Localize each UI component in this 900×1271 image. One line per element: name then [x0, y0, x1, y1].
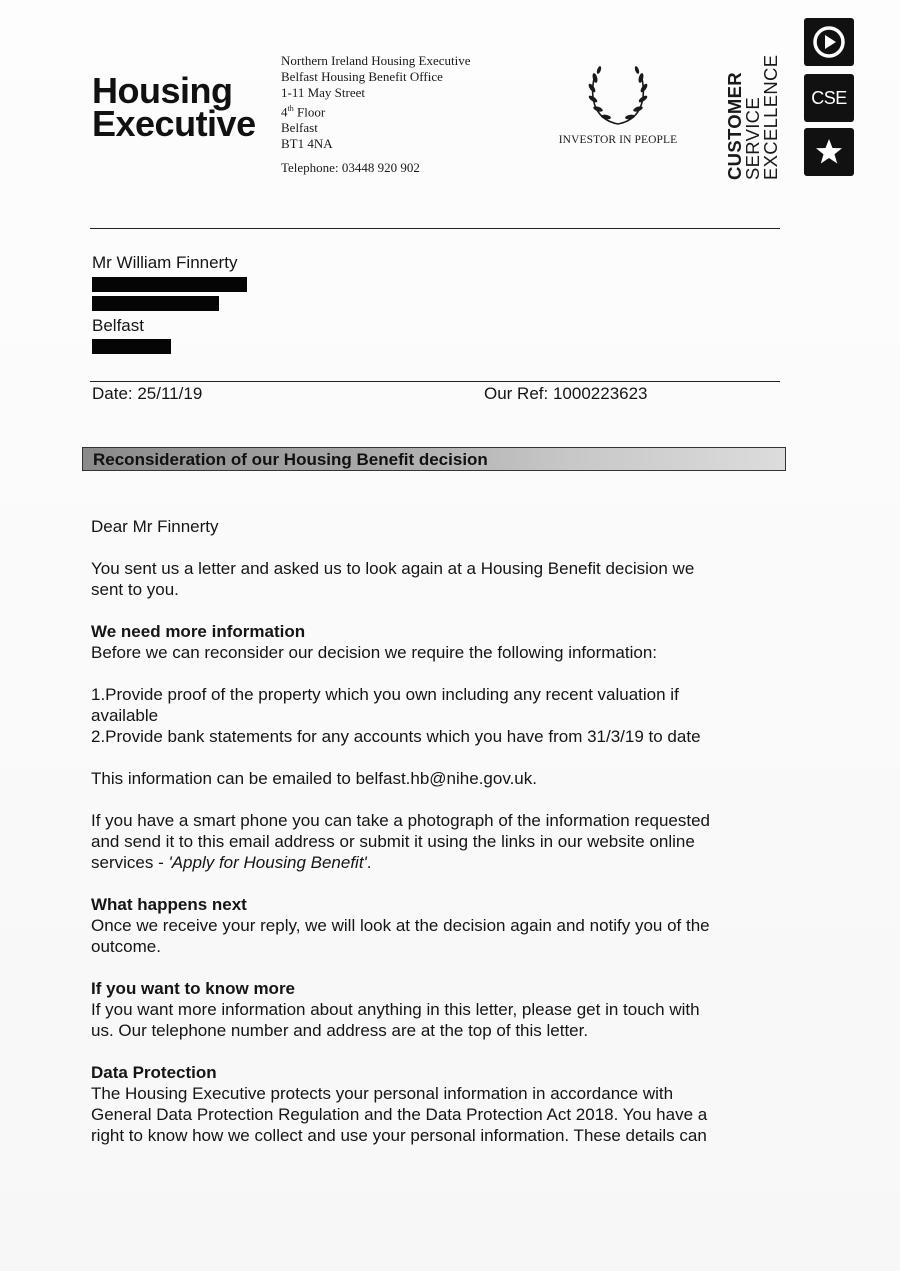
date-divider: [90, 381, 780, 382]
laurel-wreath-icon: [583, 60, 653, 130]
subject-title: Reconsideration of our Housing Benefit decision: [93, 450, 488, 469]
cse-excellence: EXCELLENCE: [760, 54, 781, 180]
data-protection-line-1: The Housing Executive protects your personal information in accordance with: [91, 1084, 674, 1103]
recipient-city: Belfast: [92, 316, 144, 335]
more-info-heading: We need more information: [91, 622, 306, 641]
intro-line-1: You sent us a letter and asked us to look again at a Housing Benefit decision we: [91, 559, 695, 578]
smartphone-line-1: If you have a smart phone you can take a photograph of the information requested: [91, 811, 711, 830]
email-instruction: This information can be emailed to belfast.hb@nihe.gov.uk.: [91, 769, 537, 788]
smartphone-line-3: [91, 852, 791, 873]
redacted-address-line-2: [92, 296, 219, 311]
recipient-address: [92, 252, 247, 358]
housing-executive-logo: [92, 70, 256, 144]
know-more-heading: If you want to know more: [91, 979, 296, 998]
office-postcode: BT1 4NA: [281, 136, 333, 152]
redacted-postcode: [92, 339, 171, 354]
salutation: Dear Mr Finnerty: [91, 517, 219, 536]
office-address: [281, 53, 471, 176]
redacted-address-line-1: [92, 277, 247, 292]
next-heading: What happens next: [91, 895, 247, 914]
know-more-line-1: If you want more information about anything in this letter, please get in touch with: [91, 1000, 700, 1019]
office-line-2: Belfast Housing Benefit Office: [281, 69, 443, 84]
cse-star-box: [804, 128, 854, 176]
request-item-2: 2.Provide bank statements for any accounts which you have from 31/3/19 to date: [91, 727, 701, 746]
smartphone-line-3-end: .: [366, 853, 372, 872]
investor-in-people-badge: [548, 60, 688, 146]
logo-line-2: Executive: [92, 103, 256, 144]
cse-play-box: [804, 18, 854, 66]
office-city: Belfast: [281, 120, 318, 136]
data-protection-line-2: General Data Protection Regulation and the Data Protection Act 2018. You have a: [91, 1105, 708, 1124]
cse-text: [726, 20, 780, 180]
request-item-1b: available: [91, 706, 159, 725]
smartphone-line-3-lead: services -: [91, 853, 169, 872]
office-telephone: Telephone: 03448 920 902: [281, 160, 420, 176]
recipient-name: Mr William Finnerty: [92, 253, 238, 272]
next-line-2: outcome.: [91, 937, 161, 956]
office-line-1: Northern Ireland Housing Executive: [281, 53, 471, 68]
office-floor: [281, 101, 471, 120]
subject-bar: [82, 447, 786, 471]
star-icon: [814, 137, 844, 167]
floor-word: Floor: [293, 104, 326, 120]
floor-suffix: th: [287, 104, 294, 113]
iip-label: INVESTOR IN PEOPLE: [558, 134, 678, 146]
cse-service: SERVICE: [742, 97, 763, 180]
letter-date: Date: 25/11/19: [92, 384, 203, 403]
cse-badge-label: CSE: [811, 87, 847, 108]
apply-housing-benefit-link: 'Apply for Housing Benefit': [168, 853, 367, 872]
smartphone-line-2: and send it to this email address or submit it using the links in our website online: [91, 832, 695, 851]
logo-line-1: Housing: [92, 70, 233, 111]
more-info-text: Before we can reconsider our decision we require the following information:: [91, 643, 658, 662]
know-more-line-2: us. Our telephone number and address are at the top of this letter.: [91, 1021, 589, 1040]
office-line-3: 1-11 May Street: [281, 85, 365, 100]
intro-line-2: sent to you.: [91, 580, 179, 599]
cse-badge-box: [804, 74, 854, 122]
header-divider: [90, 228, 780, 229]
data-protection-line-3: right to know how we collect and use your personal information. These details can: [91, 1126, 707, 1145]
cse-customer: CUSTOMER: [724, 72, 745, 180]
letter-body: [91, 516, 791, 1146]
play-icon: [812, 25, 846, 59]
next-line-1: Once we receive your reply, we will look at the decision again and notify you of the: [91, 916, 710, 935]
floor-number: 4: [281, 104, 288, 120]
request-item-1a: 1.Provide proof of the property which you own including any recent valuation if: [91, 685, 679, 704]
our-reference: Our Ref: 1000223623: [484, 384, 648, 403]
data-protection-heading: Data Protection: [91, 1063, 217, 1082]
